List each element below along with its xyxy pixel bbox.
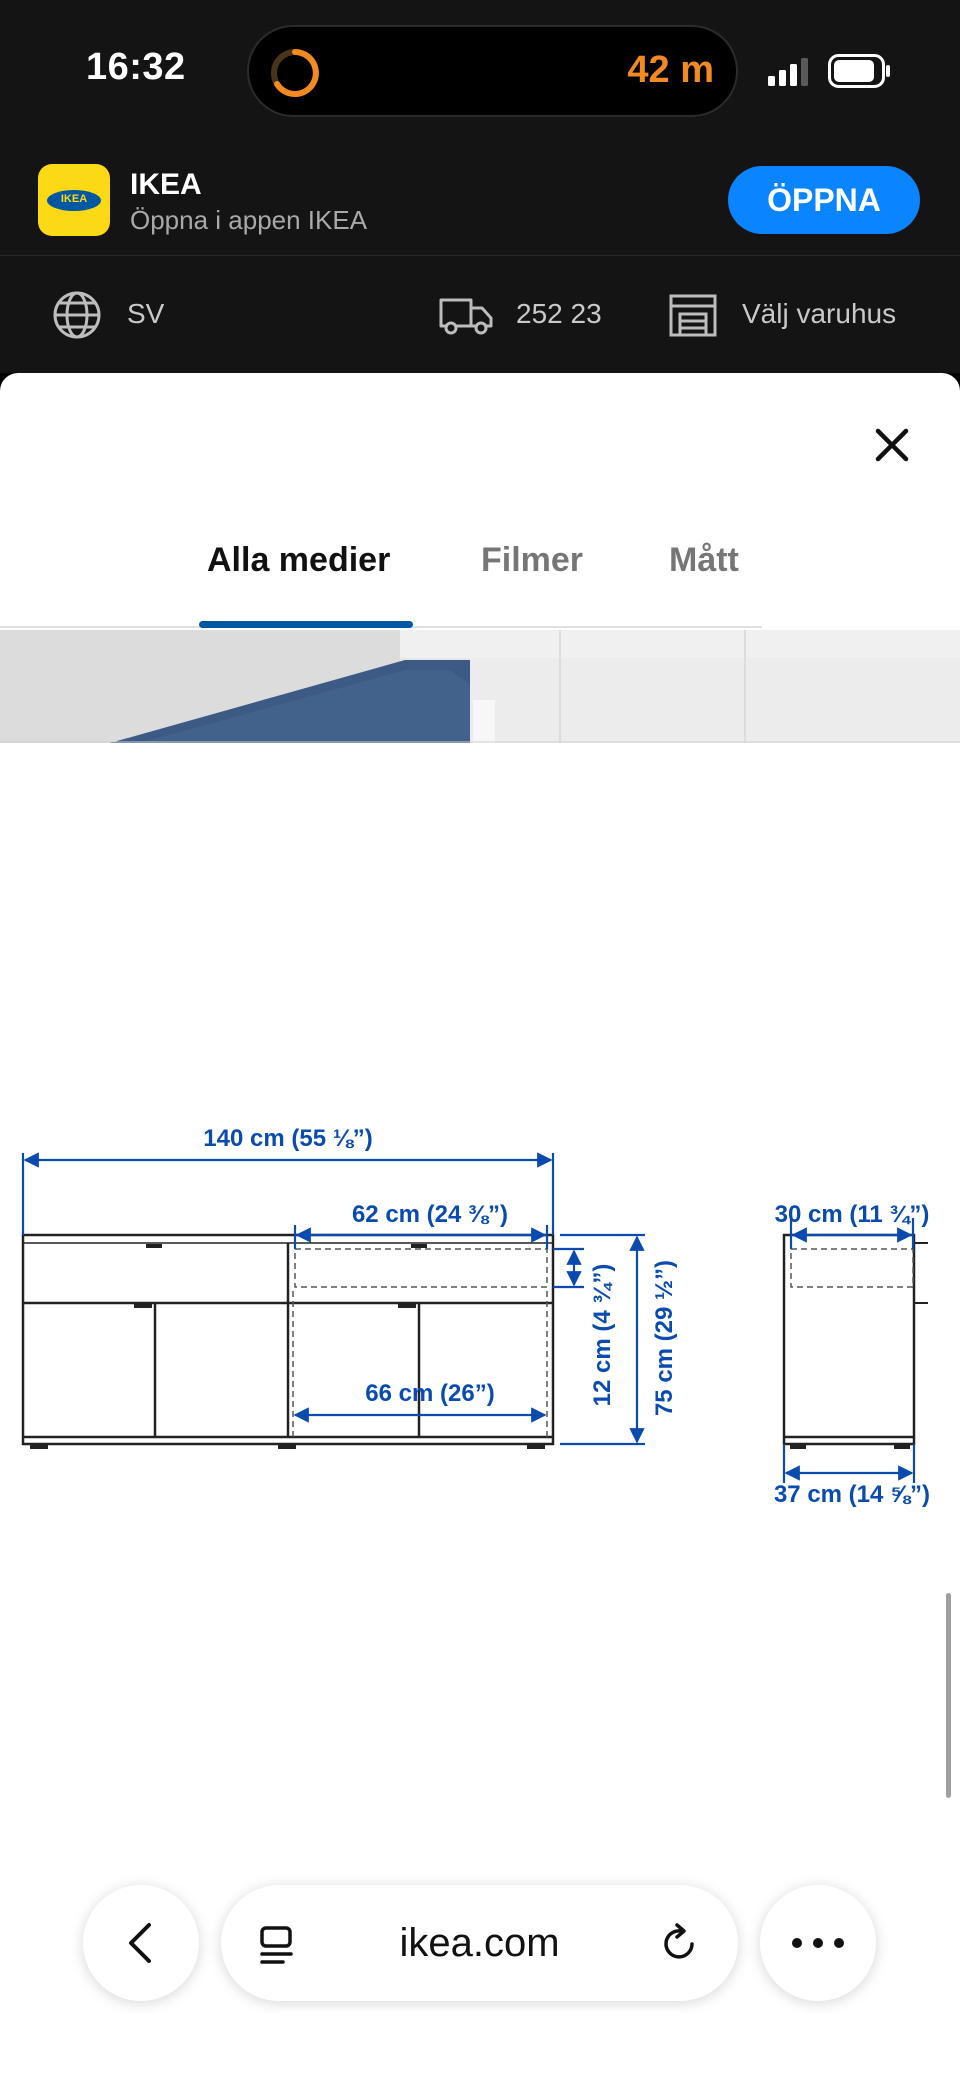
front-view	[23, 1235, 553, 1444]
ikea-logo-text: IKEA	[60, 193, 88, 205]
tab-all-media[interactable]: Alla medier	[207, 541, 391, 579]
activity-ring-icon	[269, 47, 321, 99]
url-text: ikea.com	[399, 1921, 560, 1965]
reload-icon[interactable]	[659, 1923, 701, 1965]
choose-store-link[interactable]: Välj varuhus	[742, 298, 897, 329]
back-button[interactable]	[83, 1885, 199, 2001]
dim-total-height: 75 cm (29 ½”)	[651, 1259, 678, 1417]
address-bar[interactable]	[221, 1885, 738, 2001]
postal-code[interactable]: 252 23	[516, 298, 602, 329]
side-view	[784, 1235, 928, 1444]
dimension-diagram	[0, 1013, 960, 1933]
browser-toolbar	[0, 1870, 960, 2081]
chevron-left-icon	[121, 1921, 161, 1965]
ikea-app-icon	[38, 164, 110, 236]
dim-total-depth: 37 cm (14 ⅝”)	[773, 1481, 931, 1508]
media-tabs	[0, 541, 960, 631]
app-subtitle: Öppna i appen IKEA	[130, 205, 368, 235]
status-time: 16:32	[86, 46, 186, 88]
dim-drawer-height: 12 cm (4 ¾”)	[589, 1263, 616, 1407]
tab-measurements[interactable]: Mått	[669, 541, 739, 579]
open-app-button[interactable]: ÖPPNA	[728, 166, 920, 234]
language-selector[interactable]: SV	[127, 298, 165, 329]
delivery-truck-icon[interactable]	[438, 294, 494, 336]
dim-inner-depth: 30 cm (11 ¾”)	[774, 1201, 930, 1228]
dynamic-island[interactable]	[247, 25, 738, 117]
battery-icon	[828, 54, 892, 88]
location-bar	[0, 256, 960, 373]
product-photo-strip[interactable]	[0, 630, 960, 743]
product-photo	[0, 630, 960, 743]
dim-total-width: 140 cm (55 ⅛”)	[203, 1125, 373, 1152]
ellipsis-icon	[791, 1937, 845, 1949]
activity-duration: 42 m	[627, 49, 714, 91]
app-name: IKEA	[130, 168, 202, 201]
close-icon[interactable]	[870, 423, 914, 467]
dim-inner-width: 66 cm (26”)	[365, 1380, 495, 1407]
store-icon[interactable]	[668, 292, 718, 338]
top-dark-area	[0, 0, 960, 373]
tab-films[interactable]: Filmer	[481, 541, 584, 579]
media-sheet	[0, 373, 960, 2081]
app-banner	[0, 150, 960, 256]
active-tab-indicator	[199, 621, 413, 628]
more-options-button[interactable]	[760, 1885, 876, 2001]
globe-icon[interactable]	[52, 290, 102, 340]
scroll-indicator[interactable]	[946, 1593, 951, 1798]
cellular-signal-icon	[768, 58, 810, 86]
dim-section-width: 62 cm (24 ⅜”)	[351, 1201, 509, 1228]
status-bar	[0, 0, 960, 150]
